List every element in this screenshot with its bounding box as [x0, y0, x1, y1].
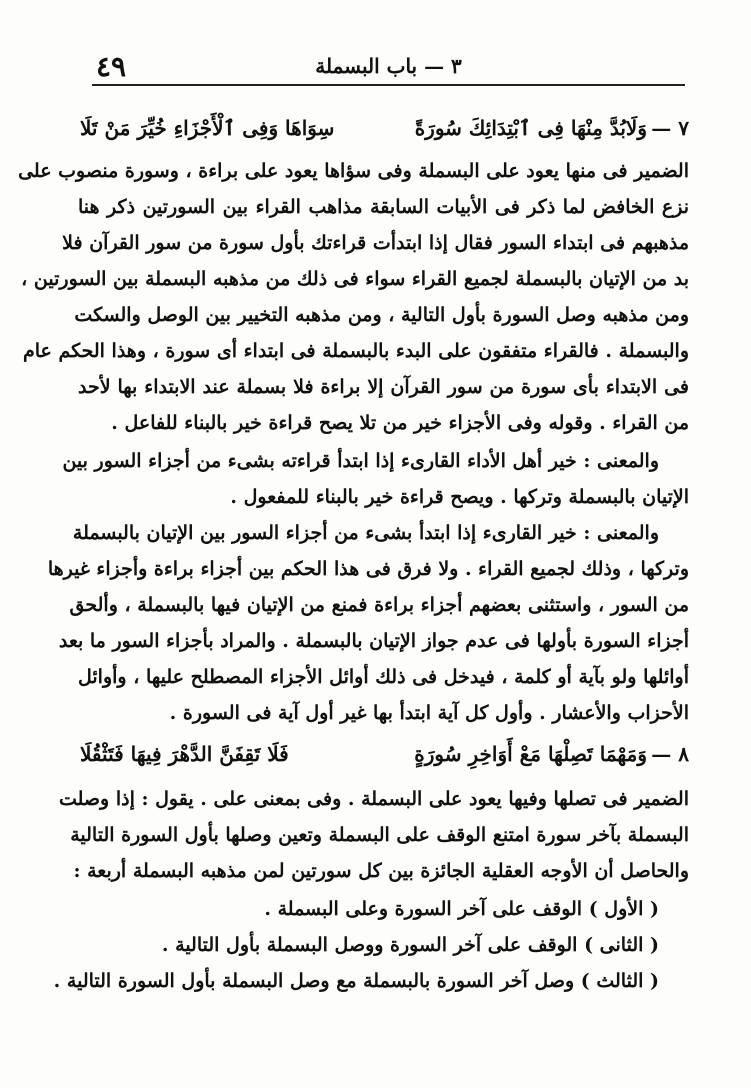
verse-hemistich: سِوَاهَا وَفِى ٱلْأَجْزَاءِ خُيِّرَ مَنْ تَلَا	[80, 116, 335, 140]
verse-7	[80, 110, 689, 150]
page-number: ٤٩	[96, 50, 127, 83]
verse-number: ٨ —	[651, 742, 689, 766]
verse-8	[80, 736, 689, 776]
text-line: مذهبهم فى ابتداء السور فقال إذا ابتدأت قراءتك بأول سورة من سور القرآن فلا	[62, 232, 689, 254]
text-line: الضمير فى منها يعود على البسملة وفى سؤاها يعود على براءة ، وسورة منصوب على	[18, 160, 689, 182]
text-line: البسملة بآخر سورة امتنع الوقف على البسملة وتعين وصلها بأول السورة التالية	[70, 824, 689, 846]
chapter-title: ٣ — باب البسملة	[315, 54, 462, 78]
list-item: ( الثانى ) الوقف على آخر السورة ووصل البسملة بأول التالية .	[161, 934, 659, 956]
list-item: ( الثالث ) وصل آخر السورة بالبسملة مع وصل البسملة بأول السورة التالية .	[53, 970, 659, 992]
text-line: من السور ، واستثنى بعضهم أجزاء براءة فمنع من الإتيان فيها بالبسملة ، وألحق	[69, 594, 689, 616]
text-line: الأحزاب والأعشار . وأول كل آية ابتدأ بها غير أول آية فى السورة .	[169, 702, 689, 724]
text-line: الضمير فى تصلها وفيها يعود على البسملة . وفى بمعنى على . يقول : إذا وصلت	[58, 788, 689, 810]
text-line: من القراء . وقوله وفى الأجزاء خير من تلا يصح قراءة خير بالبناء للفاعل .	[111, 412, 689, 434]
verse-number: ٧ —	[651, 116, 689, 140]
text-line: فى الابتداء بأى سورة من سور القرآن إلا براءة فلا بسملة عند الابتداء بها لأحد	[78, 376, 689, 398]
text-line: أجزاء السورة بأولها فى عدم جواز الإتيان بالبسملة . والمراد بأجزاء السور ما بعد	[58, 630, 689, 652]
text-line: نزع الخافض لما ذكر فى الأبيات السابقة مذاهب القراء بين السورتين ذكر هنا	[78, 196, 689, 218]
text-line: ومن مذهبه وصل السورة بأول التالية ، ومن مذهبه التخيير بين الوصل والسكت	[74, 304, 689, 326]
list-item: ( الأول ) الوقف على آخر السورة وعلى البسملة .	[264, 898, 659, 920]
text-line: والحاصل أن الأوجه العقلية الجائزة بين كل سورتين لمن مذهبه البسملة أربعة :	[73, 860, 689, 882]
text-line: والبسملة . فالقراء متفقون على البدء بالبسملة فى ابتداء أى سورة ، وهذا الحكم عام	[22, 340, 689, 362]
page-header	[92, 48, 685, 86]
text-line: والمعنى : خير القارىء إذا ابتدأ بشىء من أجزاء السور بين الإتيان بالبسملة	[72, 522, 659, 544]
text-line: الإتيان بالبسملة وتركها . ويصح قراءة خير بالبناء للمفعول .	[230, 486, 689, 508]
text-line: وتركها ، وذلك لجميع القراء . ولا فرق فى هذا الحكم بين أجزاء براءة وأجزاء غيرها	[47, 558, 689, 580]
text-line: أوائلها ولو بآية أو كلمة ، فيدخل فى ذلك أوائل الأجزاء المصطلح عليها ، وأوائل	[78, 666, 689, 688]
verse-hemistich: وَلَابُدَّ مِنْهَا فِى ٱبْتِدَائِكَ سُورَةً	[414, 116, 647, 140]
verse-hemistich: فَلَا تَقِفَنَّ الدَّهْرَ فِيهَا فَتَثْقُلَا	[80, 742, 289, 766]
verse-hemistich: وَمَهْمَا تَصِلْهَا مَعْ أَوَاخِرِ سُورَةٍ	[414, 742, 647, 766]
text-line: بد من الإتيان بالبسملة لجميع القراء سواء فى ذلك من مذهبه البسملة بين السورتين ،	[21, 268, 689, 290]
text-line: والمعنى : خير أهل الأداء القارىء إذا ابتدأ قراءته بشىء من أجزاء السور بين	[62, 450, 659, 472]
